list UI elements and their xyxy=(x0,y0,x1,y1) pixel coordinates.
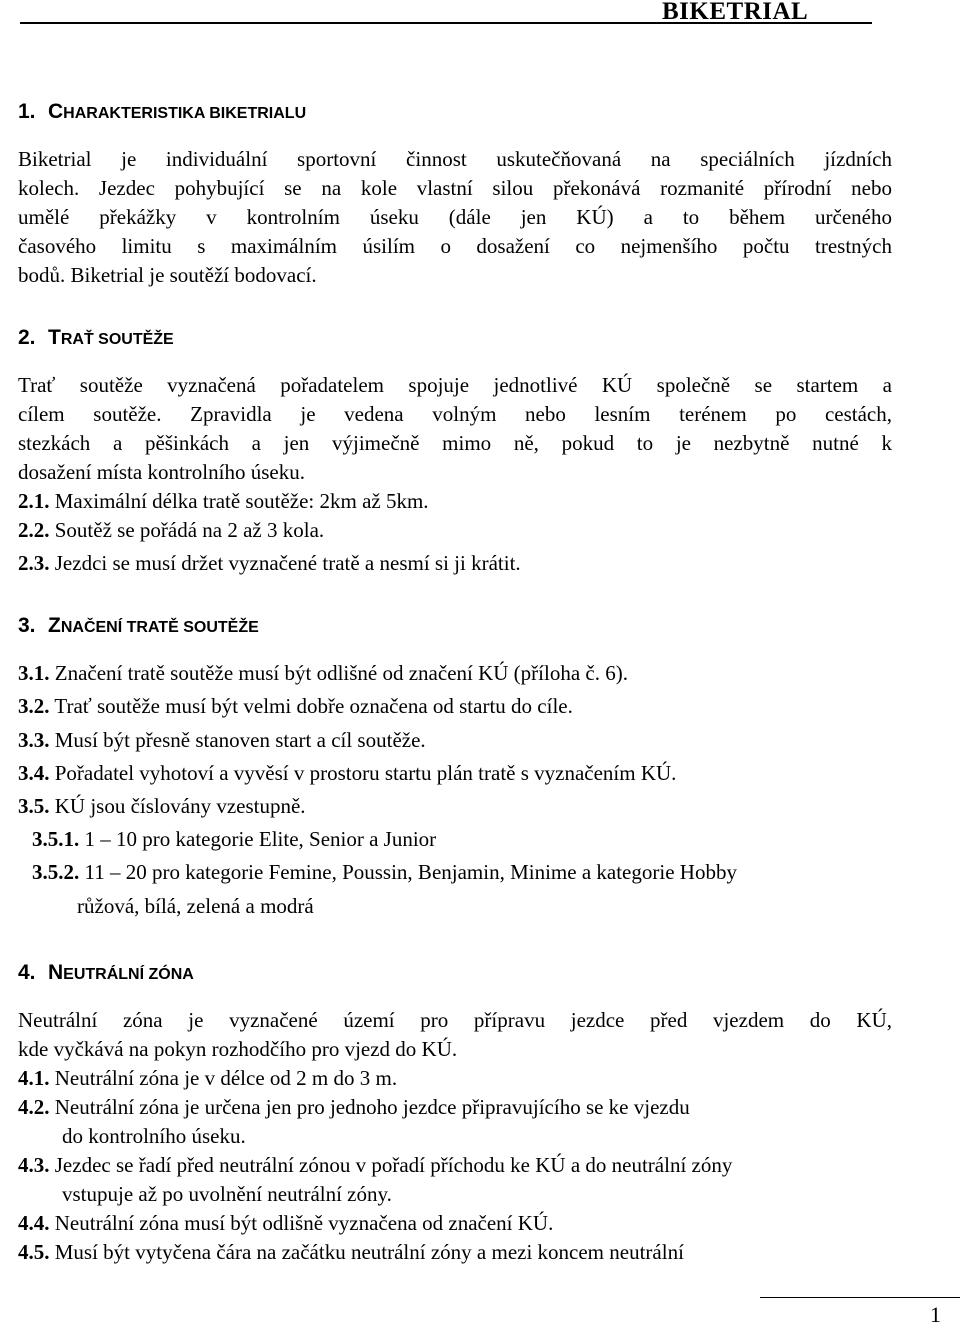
list-item: 3.5. KÚ jsou číslovány vzestupně. xyxy=(18,794,306,818)
list-item: 3.5.2. 11 – 20 pro kategorie Femine, Poussin, Benjamin, Minime a kategorie Hobby xyxy=(32,860,737,884)
footer-rule xyxy=(760,1297,960,1298)
list-item: 2.1. Maximální délka tratě soutěže: 2km až 5km. xyxy=(18,489,429,513)
document-title: BIKETRIAL xyxy=(662,0,809,25)
list-item: 3.1. Značení tratě soutěže musí být odlišné od značení KÚ (příloha č. 6). xyxy=(18,661,628,685)
section-2-paragraph: Trať soutěže vyznačená pořadatelem spojuje jednotlivé KÚ společně se startem a cílem soutěže. Zpravidla je vedena volným nebo lesním terénem po cestách, stezkách a pěšinkách a jen výjimečně mimo ně, pokud to je nezbytně nutné k dosažení místa kontrolního úseku. xyxy=(18,373,892,484)
list-item: 4.4. Neutrální zóna musí být odlišně vyznačena od značení KÚ. xyxy=(18,1211,554,1235)
list-item: 3.5.1. 1 – 10 pro kategorie Elite, Senior a Junior xyxy=(32,827,437,851)
section-1-paragraph: Biketrial je individuální sportovní činnost uskutečňovaná na speciálních jízdních kolech. Jezdec pohybující se na kole vlastní silou překonává rozmanité přírodní nebo umělé překážky v kontrolním úseku (dále jen KÚ) a to během určeného časového limitu s maximálním úsilím o dosažení co nejmenšího počtu trestných bodů. Biketrial je soutěží bodovací. xyxy=(18,147,892,287)
list-item-continuation: vstupuje až po uvolnění neutrální zóny. xyxy=(62,1182,392,1206)
list-item-continuation: růžová, bílá, zelená a modrá xyxy=(77,894,314,918)
list-item: 4.3. Jezdec se řadí před neutrální zónou v pořadí příchodu ke KÚ a do neutrální zóny xyxy=(18,1153,733,1177)
list-item: 4.5. Musí být vytyčena čára na začátku neutrální zóny a mezi koncem neutrální xyxy=(18,1240,684,1264)
section-4-paragraph: Neutrální zóna je vyznačené území pro přípravu jezdce před vjezdem do KÚ, kde vyčkává na pokyn rozhodčího pro vjezd do KÚ. xyxy=(18,1008,892,1061)
list-item: 4.1. Neutrální zóna je v délce od 2 m do 3 m. xyxy=(18,1066,398,1090)
section-1-heading: 1. CHARAKTERISTIKA BIKETRIALU xyxy=(18,100,307,123)
list-item: 3.4. Pořadatel vyhotoví a vyvěsí v prostoru startu plán tratě s vyznačením KÚ. xyxy=(18,761,677,785)
list-item: 2.3. Jezdci se musí držet vyznačené tratě a nesmí si ji krátit. xyxy=(18,551,521,575)
list-item: 2.2. Soutěž se pořádá na 2 až 3 kola. xyxy=(18,518,325,542)
section-2-heading: 2. TRAŤ SOUTĚŽE xyxy=(18,326,174,349)
list-item: 3.2. Trať soutěže musí být velmi dobře označena od startu do cíle. xyxy=(18,694,573,718)
section-4-heading: 4. NEUTRÁLNÍ ZÓNA xyxy=(18,961,194,984)
list-item: 3.3. Musí být přesně stanoven start a cíl soutěže. xyxy=(18,728,426,752)
list-item-continuation: do kontrolního úseku. xyxy=(62,1124,246,1148)
list-item: 4.2. Neutrální zóna je určena jen pro jednoho jezdce připravujícího se ke vjezdu xyxy=(18,1095,690,1119)
section-3-heading: 3. ZNAČENÍ TRATĚ SOUTĚŽE xyxy=(18,614,259,637)
page-number: 1 xyxy=(930,1302,941,1327)
